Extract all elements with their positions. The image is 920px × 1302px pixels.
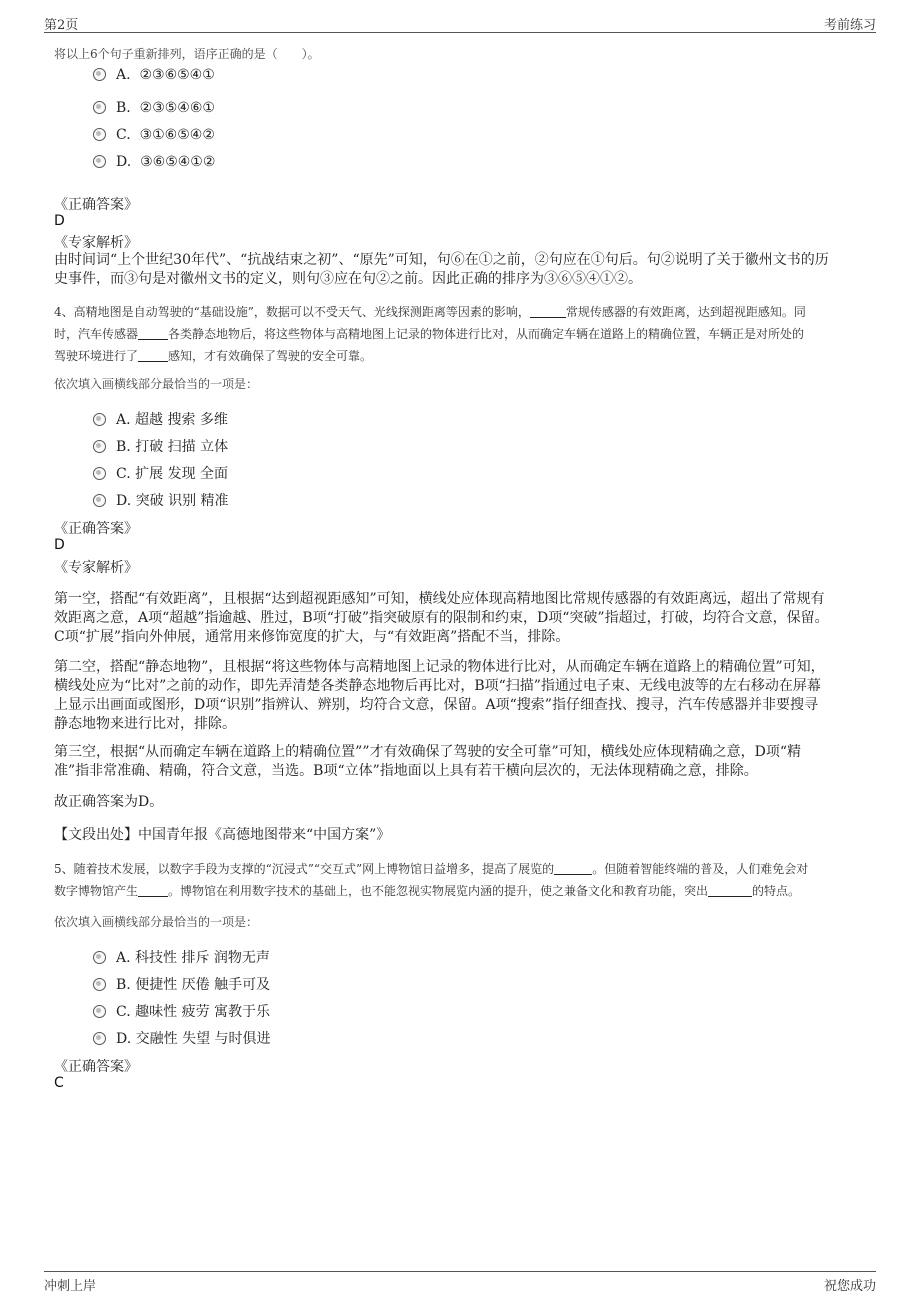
option-text: 便捷性 厌倦 触手可及 — [135, 977, 271, 993]
option-letter: D. — [116, 493, 132, 509]
radio-icon[interactable] — [93, 467, 106, 480]
radio-icon[interactable] — [93, 494, 106, 507]
analysis-line: 第三空，根据“从而确定车辆在道路上的精确位置””才有效确保了驾驶的安全可靠”可知，横线处应体现精确之意，D项“精 — [54, 744, 802, 760]
fill-blank — [138, 327, 168, 340]
page-header — [44, 12, 876, 33]
footer-left-text: 冲刺上岸 — [44, 1279, 97, 1294]
q4-analysis-paragraph-1 — [54, 590, 874, 647]
q5-answer-label: 《正确答案》 — [54, 1059, 138, 1075]
option-letter: D. — [116, 1031, 132, 1047]
option-letter: C. — [116, 466, 131, 482]
page-footer — [44, 1271, 876, 1296]
option-text: 突破 识别 精准 — [135, 493, 229, 509]
q3-answer-label: 《正确答案》 — [54, 197, 138, 213]
q5-stem — [54, 858, 874, 902]
option-letter: A. — [116, 67, 131, 83]
analysis-line: 上显示出画面或图形，D项“识别”指辨认、辨别，均符合文意，保留。A项“搜索”指仔细查找、搜寻，汽车传感器并非要搜寻 — [54, 697, 818, 713]
q4-option-d[interactable] — [93, 490, 229, 510]
radio-icon[interactable] — [93, 128, 106, 141]
stem-text: 5、随着技术发展，以数字手段为支撑的“沉浸式”“交互式”网上博物馆日益增多，提高了展览的 — [54, 862, 555, 876]
option-text: 趣味性 疲劳 寓教于乐 — [135, 1004, 271, 1020]
q4-answer-label: 《正确答案》 — [54, 521, 138, 537]
stem-text: 各类静态地物后，将这些物体与高精地图上记录的物体进行比对，从而确定车辆在道路上的精确位置，车辆正是对所处的 — [168, 327, 805, 341]
fill-blank — [138, 349, 168, 362]
q3-option-a[interactable] — [93, 67, 215, 87]
option-letter: B. — [116, 977, 131, 993]
q4-source: 【文段出处】中国青年报《高德地图带来“中国方案”》 — [54, 827, 391, 843]
q3-answer: D — [54, 213, 65, 229]
analysis-line: 横线处应为“比对”之前的动作，即先弄清楚各类静态地物后再比对，B项“扫描”指通过电子束、无线电波等的左右移动在屏幕 — [54, 678, 821, 694]
stem-text: 4、高精地图是自动驾驶的“基础设施”，数据可以不受天气、光线探测距离等因素的影响， — [54, 305, 530, 319]
q4-analysis-paragraph-3 — [54, 743, 874, 781]
stem-text: 。但随着智能终端的普及，人们难免会对 — [592, 862, 809, 876]
q5-option-a[interactable] — [93, 947, 270, 967]
analysis-line: 史事件，而③句是对徽州文书的定义，则句③应在句②之前。因此正确的排序为③⑥⑤④①②。 — [54, 271, 642, 287]
option-letter: D. — [116, 154, 132, 170]
analysis-line: 准”指非常准确、精确，符合文意，当选。B项“立体”指地面以上具有若干横向层次的，无法体现精确之意，排除。 — [54, 763, 758, 779]
option-letter: A. — [116, 950, 131, 966]
q4-option-a[interactable] — [93, 409, 228, 429]
radio-icon[interactable] — [93, 413, 106, 426]
option-text: 扩展 发现 全面 — [135, 466, 229, 482]
option-text: 交融性 失望 与时俱进 — [135, 1031, 271, 1047]
q5-instruction: 依次填入画横线部分最恰当的一项是： — [54, 915, 259, 929]
analysis-line: 静态地物来进行比对，排除。 — [54, 716, 236, 732]
radio-icon[interactable] — [93, 101, 106, 114]
q4-stem — [54, 301, 874, 367]
radio-icon[interactable] — [93, 951, 106, 964]
q4-answer: D — [54, 537, 65, 553]
q5-option-b[interactable] — [93, 974, 270, 994]
page-number: 第2页 — [44, 18, 79, 33]
q5-option-d[interactable] — [93, 1028, 271, 1048]
stem-text: 常规传感器的有效距离，达到超视距感知。同 — [565, 305, 806, 319]
option-letter: B. — [116, 100, 131, 116]
q4-analysis-paragraph-2 — [54, 658, 874, 734]
radio-icon[interactable] — [93, 440, 106, 453]
fill-blank — [554, 862, 592, 875]
option-text: ③①⑥⑤④② — [139, 127, 215, 143]
option-text: ②③⑥⑤④① — [139, 67, 215, 83]
option-text: 超越 搜索 多维 — [135, 412, 228, 428]
stem-text: 时，汽车传感器 — [54, 327, 139, 341]
radio-icon[interactable] — [93, 68, 106, 81]
fill-blank — [708, 884, 752, 897]
q3-option-c[interactable] — [93, 127, 215, 147]
q3-stem: 将以上6个句子重新排列，语序正确的是（ ）。 — [54, 47, 320, 61]
option-letter: C. — [116, 1004, 131, 1020]
q5-answer: C — [54, 1075, 64, 1091]
analysis-line: 由时间词“上个世纪30年代”、“抗战结束之初”、“原先”可知，句⑥在①之前，②句应在①句后。句②说明了关于徽州文书的历 — [54, 252, 829, 268]
option-text: 打破 扫描 立体 — [135, 439, 229, 455]
option-letter: C. — [116, 127, 131, 143]
analysis-line: C项“扩展”指向外伸展，通常用来修饰宽度的扩大，与“有效距离”搭配不当，排除。 — [54, 629, 570, 645]
fill-blank — [138, 884, 168, 897]
stem-text: 。博物馆在利用数字技术的基础上，也不能忽视实物展览内涵的提升，使之兼备文化和教育功能，突出 — [168, 884, 709, 898]
q3-analysis-label: 《专家解析》 — [54, 235, 138, 251]
q4-instruction: 依次填入画横线部分最恰当的一项是： — [54, 377, 259, 391]
radio-icon[interactable] — [93, 978, 106, 991]
q3-option-b[interactable] — [93, 100, 215, 120]
footer-right-text: 祝您成功 — [823, 1279, 876, 1294]
stem-text: 的特点。 — [752, 884, 801, 898]
stem-text: 感知，才有效确保了驾驶的安全可靠。 — [168, 349, 373, 363]
radio-icon[interactable] — [93, 155, 106, 168]
q3-option-d[interactable] — [93, 154, 215, 174]
stem-text: 驾驶环境进行了 — [54, 349, 139, 363]
fill-blank — [530, 305, 566, 318]
analysis-line: 第二空，搭配“静态地物”，且根据“将这些物体与高精地图上记录的物体进行比对，从而确定车辆在道路上的精确位置”可知， — [54, 659, 825, 675]
option-letter: B. — [116, 439, 131, 455]
q4-analysis-label: 《专家解析》 — [54, 560, 138, 576]
analysis-line: 第一空，搭配“有效距离”，且根据“达到超视距感知”可知，横线处应体现高精地图比常规传感器的有效距离远，超出了常规有 — [54, 591, 825, 607]
option-letter: A. — [116, 412, 131, 428]
q4-option-c[interactable] — [93, 463, 228, 483]
radio-icon[interactable] — [93, 1032, 106, 1045]
option-text: ②③⑤④⑥① — [139, 100, 215, 116]
stem-text: 数字博物馆产生 — [54, 884, 139, 898]
q5-option-c[interactable] — [93, 1001, 270, 1021]
header-title: 考前练习 — [823, 18, 876, 33]
q3-analysis — [54, 251, 874, 289]
radio-icon[interactable] — [93, 1005, 106, 1018]
option-text: ③⑥⑤④①② — [140, 154, 216, 170]
q4-conclusion: 故正确答案为D。 — [54, 794, 164, 810]
analysis-line: 效距离之意，A项“超越”指逾越、胜过，B项“打破”指突破原有的限制和约束，D项“突破”指超过，打破，均符合文意，保留。 — [54, 610, 829, 626]
q4-option-b[interactable] — [93, 436, 228, 456]
option-text: 科技性 排斥 润物无声 — [135, 950, 270, 966]
